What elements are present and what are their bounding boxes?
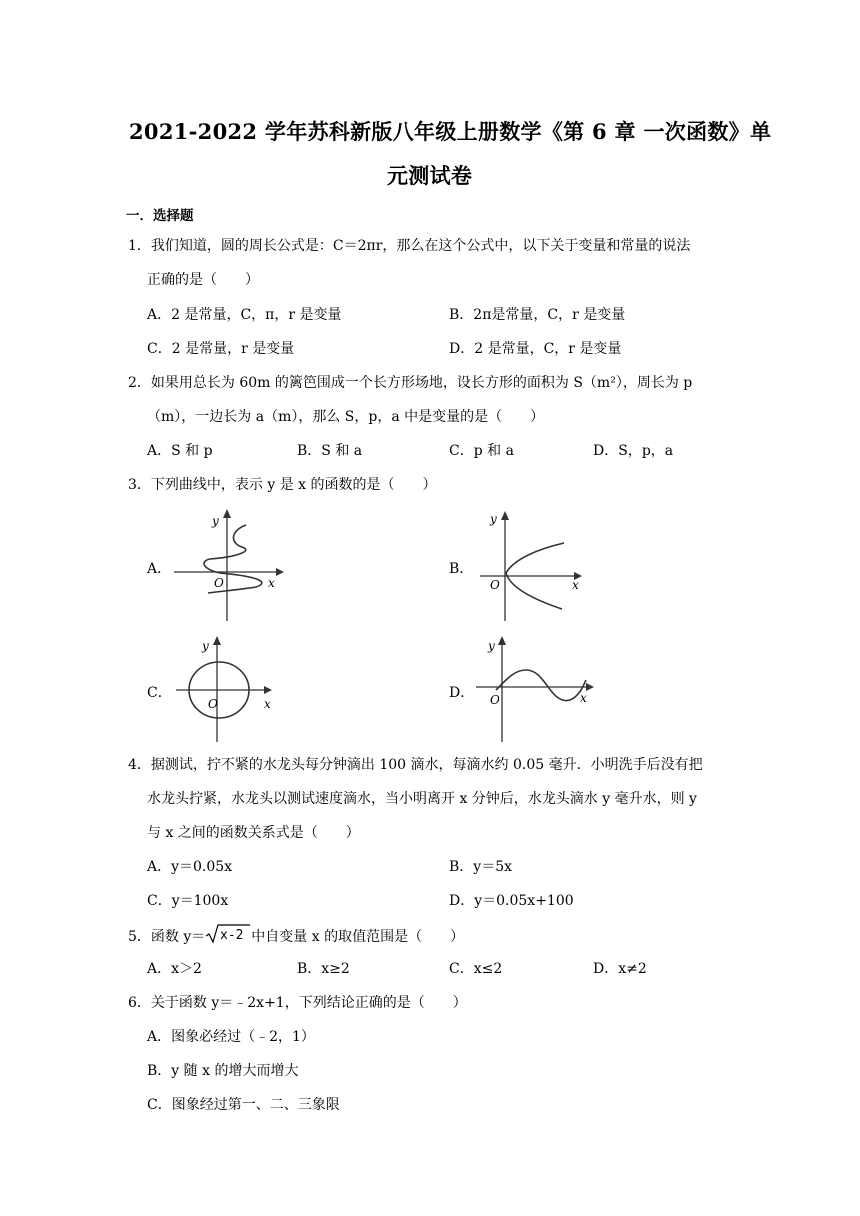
q2-option-b: B．S 和 a — [297, 443, 363, 459]
sqrt-expression — [205, 924, 251, 948]
q5-option-d: D．x≠2 — [593, 961, 647, 977]
graph-d-y-label: y — [488, 639, 495, 653]
q6-option-c: C．图象经过第一、二、三象限 — [147, 1097, 340, 1113]
q3-option-a-label: A． — [147, 561, 172, 577]
q6-option-a: A．图象必经过（﹣2，1） — [147, 1029, 315, 1045]
graph-b-x-label: x — [572, 578, 579, 592]
q2-option-c: C．p 和 a — [449, 443, 514, 459]
q2-option-a: A．S 和 p — [147, 443, 213, 459]
q5-option-c: C．x≤2 — [449, 961, 503, 977]
q1-option-c: C．2 是常量，r 是变量 — [147, 341, 295, 357]
q4-option-d: D．y＝0.05x+100 — [449, 893, 574, 909]
graph-c-origin: O — [208, 697, 218, 711]
graph-d-x-label: x — [580, 691, 587, 705]
page-title-line-1: 2021-2022 学年苏科新版八年级上册数学《第 6 章 一次函数》单 — [129, 119, 772, 144]
q4-stem-line-3: 与 x 之间的函数关系式是（ ） — [147, 825, 360, 841]
graph-a-y-label: y — [212, 514, 219, 528]
graph-c-y-label: y — [202, 639, 209, 653]
q3-graph-c — [172, 632, 282, 744]
q5-option-b: B．x≥2 — [297, 961, 350, 977]
q4-option-b: B．y＝5x — [449, 859, 512, 875]
q3-graph-b — [476, 505, 588, 625]
graph-a-x-label: x — [268, 576, 275, 590]
graph-b-origin: O — [490, 578, 500, 592]
q5-stem-suffix: 中自变量 x 的取值范围是（ ） — [251, 929, 465, 945]
q1-stem-line-2: 正确的是（ ） — [147, 272, 259, 288]
q3-graph-a — [172, 505, 290, 625]
q6-option-b: B．y 随 x 的增大而增大 — [147, 1063, 299, 1079]
q3-option-c-label: C． — [147, 685, 172, 701]
q3-option-b-label: B． — [449, 561, 474, 577]
q4-option-a: A．y＝0.05x — [147, 859, 233, 875]
q4-option-c: C．y＝100x — [147, 893, 229, 909]
graph-a-origin: O — [214, 576, 224, 590]
page-title-line-2: 元测试卷 — [387, 163, 473, 188]
graph-c-x-label: x — [264, 697, 271, 711]
graph-d-origin: O — [490, 693, 500, 707]
q1-option-d: D．2 是常量，C，r 是变量 — [449, 341, 622, 357]
q3-graph-d — [474, 632, 600, 744]
q1-stem-line-1: 1．我们知道，圆的周长公式是：C＝2πr，那么在这个公式中，以下关于变量和常量的说法 — [128, 238, 691, 254]
q3-stem: 3．下列曲线中，表示 y 是 x 的函数的是（ ） — [128, 477, 437, 493]
q1-option-b: B．2π是常量，C，r 是变量 — [449, 307, 626, 323]
q4-stem-line-2: 水龙头拧紧，水龙头以测试速度滴水，当小明离开 x 分钟后，水龙头滴水 y 毫升水，则 y — [147, 791, 697, 807]
q2-stem-line-2: （m），一边长为 a（m），那么 S，p，a 中是变量的是（ ） — [147, 409, 545, 425]
q5-stem — [128, 924, 464, 948]
q3-option-d-label: D． — [449, 685, 475, 701]
sqrt-radicand: x-2 — [220, 928, 244, 943]
q5-option-a: A．x＞2 — [147, 961, 202, 977]
q2-option-d: D．S，p，a — [593, 443, 674, 459]
q5-stem-prefix: 5．函数 y＝ — [128, 929, 206, 945]
graph-b-y-label: y — [490, 512, 497, 526]
q2-stem-line-1: 2．如果用总长为 60m 的篱笆围成一个长方形场地，设长方形的面积为 S（m²），周长为 p — [128, 375, 693, 391]
q1-option-a: A．2 是常量，C，π，r 是变量 — [147, 307, 342, 323]
q4-stem-line-1: 4．据测试，拧不紧的水龙头每分钟滴出 100 滴水，每滴水约 0.05 毫升．小明洗手后没有把 — [128, 757, 703, 773]
section-heading: 一．选择题 — [126, 208, 194, 224]
q6-stem: 6．关于函数 y＝﹣2x+1，下列结论正确的是（ ） — [128, 995, 467, 1011]
